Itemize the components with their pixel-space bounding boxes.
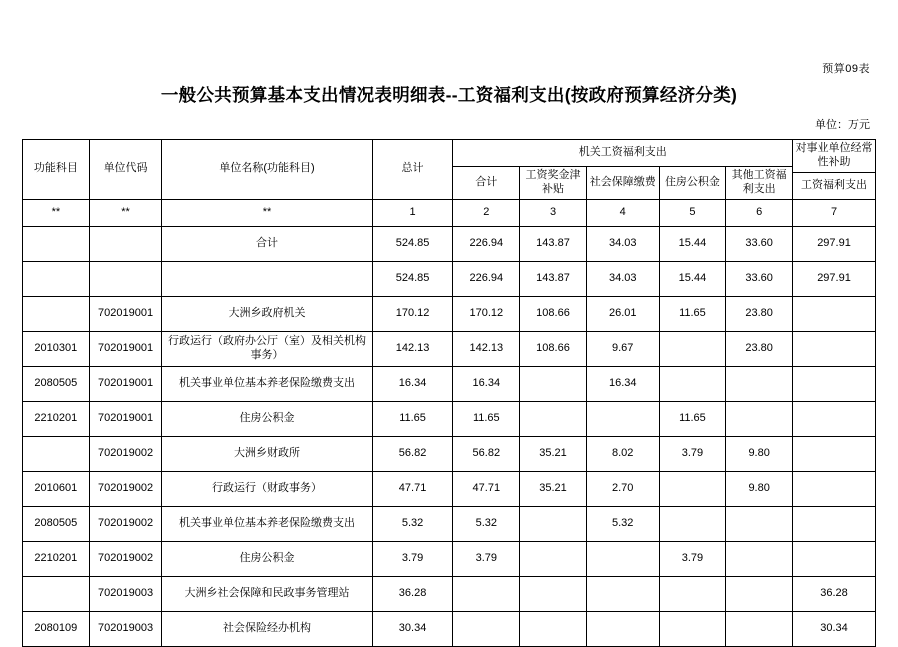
colnum-4: 2 [453, 199, 520, 226]
cell-unit-code [89, 261, 162, 296]
table-row [23, 226, 876, 261]
cell-unit-code: 702019003 [89, 611, 162, 646]
colnum-8: 6 [726, 199, 793, 226]
cell-social-insurance: 26.01 [586, 296, 659, 331]
table-row [23, 611, 876, 646]
table-row [23, 331, 876, 366]
cell-housing-fund: 15.44 [659, 226, 726, 261]
cell-function-subject: 2010301 [23, 331, 90, 366]
cell-sub-total: 56.82 [453, 436, 520, 471]
cell-sub-total [453, 576, 520, 611]
cell-bonus-allowance [520, 576, 587, 611]
cell-unit-name: 机关事业单位基本养老保险缴费支出 [162, 506, 372, 541]
header-sub-total: 合计 [453, 167, 520, 200]
cell-function-subject: 2210201 [23, 401, 90, 436]
cell-total: 142.13 [372, 331, 453, 366]
cell-total: 36.28 [372, 576, 453, 611]
header-row-1 [23, 140, 876, 167]
cell-unit-name: 合计 [162, 226, 372, 261]
cell-unit-code: 702019002 [89, 506, 162, 541]
cell-unit-name: 住房公积金 [162, 401, 372, 436]
cell-social-insurance [586, 401, 659, 436]
table-row [23, 471, 876, 506]
colnum-2: ** [162, 199, 372, 226]
cell-housing-fund: 11.65 [659, 296, 726, 331]
cell-function-subject [23, 296, 90, 331]
cell-total: 3.79 [372, 541, 453, 576]
cell-total: 524.85 [372, 261, 453, 296]
cell-sub-total: 11.65 [453, 401, 520, 436]
cell-unit-name: 大洲乡社会保障和民政事务管理站 [162, 576, 372, 611]
cell-housing-fund [659, 506, 726, 541]
cell-housing-fund [659, 611, 726, 646]
cell-other-salary [726, 506, 793, 541]
cell-institution-salary: 30.34 [793, 611, 876, 646]
cell-social-insurance: 5.32 [586, 506, 659, 541]
cell-other-salary [726, 611, 793, 646]
cell-housing-fund: 15.44 [659, 261, 726, 296]
header-unit-code: 单位代码 [89, 140, 162, 200]
colnum-7: 5 [659, 199, 726, 226]
cell-social-insurance: 2.70 [586, 471, 659, 506]
cell-total: 56.82 [372, 436, 453, 471]
header-function-subject: 功能科目 [23, 140, 90, 200]
cell-institution-salary: 36.28 [793, 576, 876, 611]
cell-social-insurance [586, 576, 659, 611]
cell-other-salary: 9.80 [726, 471, 793, 506]
cell-sub-total: 5.32 [453, 506, 520, 541]
cell-sub-total: 3.79 [453, 541, 520, 576]
cell-unit-code: 702019002 [89, 541, 162, 576]
cell-bonus-allowance: 143.87 [520, 226, 587, 261]
cell-bonus-allowance: 108.66 [520, 331, 587, 366]
column-number-row [23, 199, 876, 226]
colnum-9: 7 [793, 199, 876, 226]
cell-total: 30.34 [372, 611, 453, 646]
cell-bonus-allowance [520, 366, 587, 401]
table-row [23, 576, 876, 611]
table-row [23, 261, 876, 296]
cell-social-insurance: 9.67 [586, 331, 659, 366]
cell-unit-name: 大洲乡财政所 [162, 436, 372, 471]
cell-total: 524.85 [372, 226, 453, 261]
cell-total: 16.34 [372, 366, 453, 401]
cell-sub-total: 16.34 [453, 366, 520, 401]
budget-table [22, 139, 876, 647]
cell-sub-total [453, 611, 520, 646]
cell-other-salary [726, 401, 793, 436]
cell-sub-total: 170.12 [453, 296, 520, 331]
cell-housing-fund [659, 471, 726, 506]
cell-function-subject: 2080109 [23, 611, 90, 646]
table-row [23, 296, 876, 331]
cell-unit-name: 机关事业单位基本养老保险缴费支出 [162, 366, 372, 401]
cell-bonus-allowance [520, 506, 587, 541]
cell-institution-salary [793, 331, 876, 366]
header-sub-bonus-allowance: 工资奖金津补贴 [520, 167, 587, 200]
cell-institution-salary [793, 401, 876, 436]
cell-function-subject: 2080505 [23, 366, 90, 401]
cell-other-salary [726, 366, 793, 401]
cell-sub-total: 142.13 [453, 331, 520, 366]
colnum-6: 4 [586, 199, 659, 226]
cell-unit-code [89, 226, 162, 261]
cell-other-salary: 33.60 [726, 261, 793, 296]
cell-institution-salary: 297.91 [793, 226, 876, 261]
cell-total: 5.32 [372, 506, 453, 541]
cell-institution-salary [793, 366, 876, 401]
header-sub-institution-salary: 工资福利支出 [793, 172, 876, 199]
cell-social-insurance: 16.34 [586, 366, 659, 401]
cell-social-insurance: 8.02 [586, 436, 659, 471]
cell-other-salary: 23.80 [726, 296, 793, 331]
header-group-public-institution: 对事业单位经常性补助 [793, 140, 876, 173]
header-unit-name: 单位名称(功能科目) [162, 140, 372, 200]
cell-other-salary: 9.80 [726, 436, 793, 471]
cell-function-subject: 2080505 [23, 506, 90, 541]
header-sub-other-salary: 其他工资福利支出 [726, 167, 793, 200]
unit-note: 单位：万元 [815, 119, 870, 131]
cell-social-insurance [586, 611, 659, 646]
cell-housing-fund: 3.79 [659, 541, 726, 576]
cell-unit-name: 大洲乡政府机关 [162, 296, 372, 331]
cell-unit-name: 住房公积金 [162, 541, 372, 576]
cell-other-salary: 33.60 [726, 226, 793, 261]
colnum-0: ** [23, 199, 90, 226]
cell-housing-fund [659, 366, 726, 401]
colnum-5: 3 [520, 199, 587, 226]
header-total: 总计 [372, 140, 453, 200]
cell-unit-code: 702019003 [89, 576, 162, 611]
cell-unit-code: 702019002 [89, 436, 162, 471]
cell-bonus-allowance: 35.21 [520, 471, 587, 506]
cell-function-subject [23, 436, 90, 471]
cell-bonus-allowance [520, 401, 587, 436]
cell-unit-code: 702019001 [89, 401, 162, 436]
cell-total: 170.12 [372, 296, 453, 331]
colnum-3: 1 [372, 199, 453, 226]
cell-function-subject: 2010601 [23, 471, 90, 506]
table-row [23, 506, 876, 541]
cell-unit-name: 社会保险经办机构 [162, 611, 372, 646]
colnum-1: ** [89, 199, 162, 226]
cell-institution-salary [793, 471, 876, 506]
cell-institution-salary [793, 436, 876, 471]
table-row [23, 401, 876, 436]
table-header [23, 140, 876, 227]
cell-bonus-allowance [520, 611, 587, 646]
cell-function-subject [23, 226, 90, 261]
cell-institution-salary [793, 506, 876, 541]
cell-other-salary: 23.80 [726, 331, 793, 366]
header-group-org-salary: 机关工资福利支出 [453, 140, 793, 167]
header-sub-housing-fund: 住房公积金 [659, 167, 726, 200]
cell-social-insurance [586, 541, 659, 576]
cell-unit-code: 702019001 [89, 296, 162, 331]
table-row [23, 366, 876, 401]
page-title: 一般公共预算基本支出情况表明细表--工资福利支出(按政府预算经济分类) [160, 85, 738, 105]
cell-total: 11.65 [372, 401, 453, 436]
cell-bonus-allowance: 35.21 [520, 436, 587, 471]
cell-social-insurance: 34.03 [586, 261, 659, 296]
cell-function-subject [23, 261, 90, 296]
header-sub-social-insurance: 社会保障缴费 [586, 167, 659, 200]
cell-other-salary [726, 576, 793, 611]
cell-function-subject [23, 576, 90, 611]
cell-unit-code: 702019002 [89, 471, 162, 506]
cell-institution-salary: 297.91 [793, 261, 876, 296]
cell-bonus-allowance: 143.87 [520, 261, 587, 296]
cell-unit-code: 702019001 [89, 331, 162, 366]
cell-social-insurance: 34.03 [586, 226, 659, 261]
cell-housing-fund: 11.65 [659, 401, 726, 436]
cell-housing-fund: 3.79 [659, 436, 726, 471]
cell-unit-name: 行政运行（财政事务） [162, 471, 372, 506]
cell-bonus-allowance: 108.66 [520, 296, 587, 331]
cell-other-salary [726, 541, 793, 576]
cell-sub-total: 226.94 [453, 226, 520, 261]
table-body [23, 226, 876, 646]
cell-housing-fund [659, 576, 726, 611]
cell-housing-fund [659, 331, 726, 366]
cell-institution-salary [793, 296, 876, 331]
cell-unit-name [162, 261, 372, 296]
cell-sub-total: 47.71 [453, 471, 520, 506]
cell-sub-total: 226.94 [453, 261, 520, 296]
cell-total: 47.71 [372, 471, 453, 506]
table-row [23, 541, 876, 576]
cell-function-subject: 2210201 [23, 541, 90, 576]
table-row [23, 436, 876, 471]
cell-bonus-allowance [520, 541, 587, 576]
cell-institution-salary [793, 541, 876, 576]
cell-unit-code: 702019001 [89, 366, 162, 401]
form-code: 预算09表 [822, 63, 870, 75]
cell-unit-name: 行政运行（政府办公厅（室）及相关机构事务） [162, 331, 372, 366]
